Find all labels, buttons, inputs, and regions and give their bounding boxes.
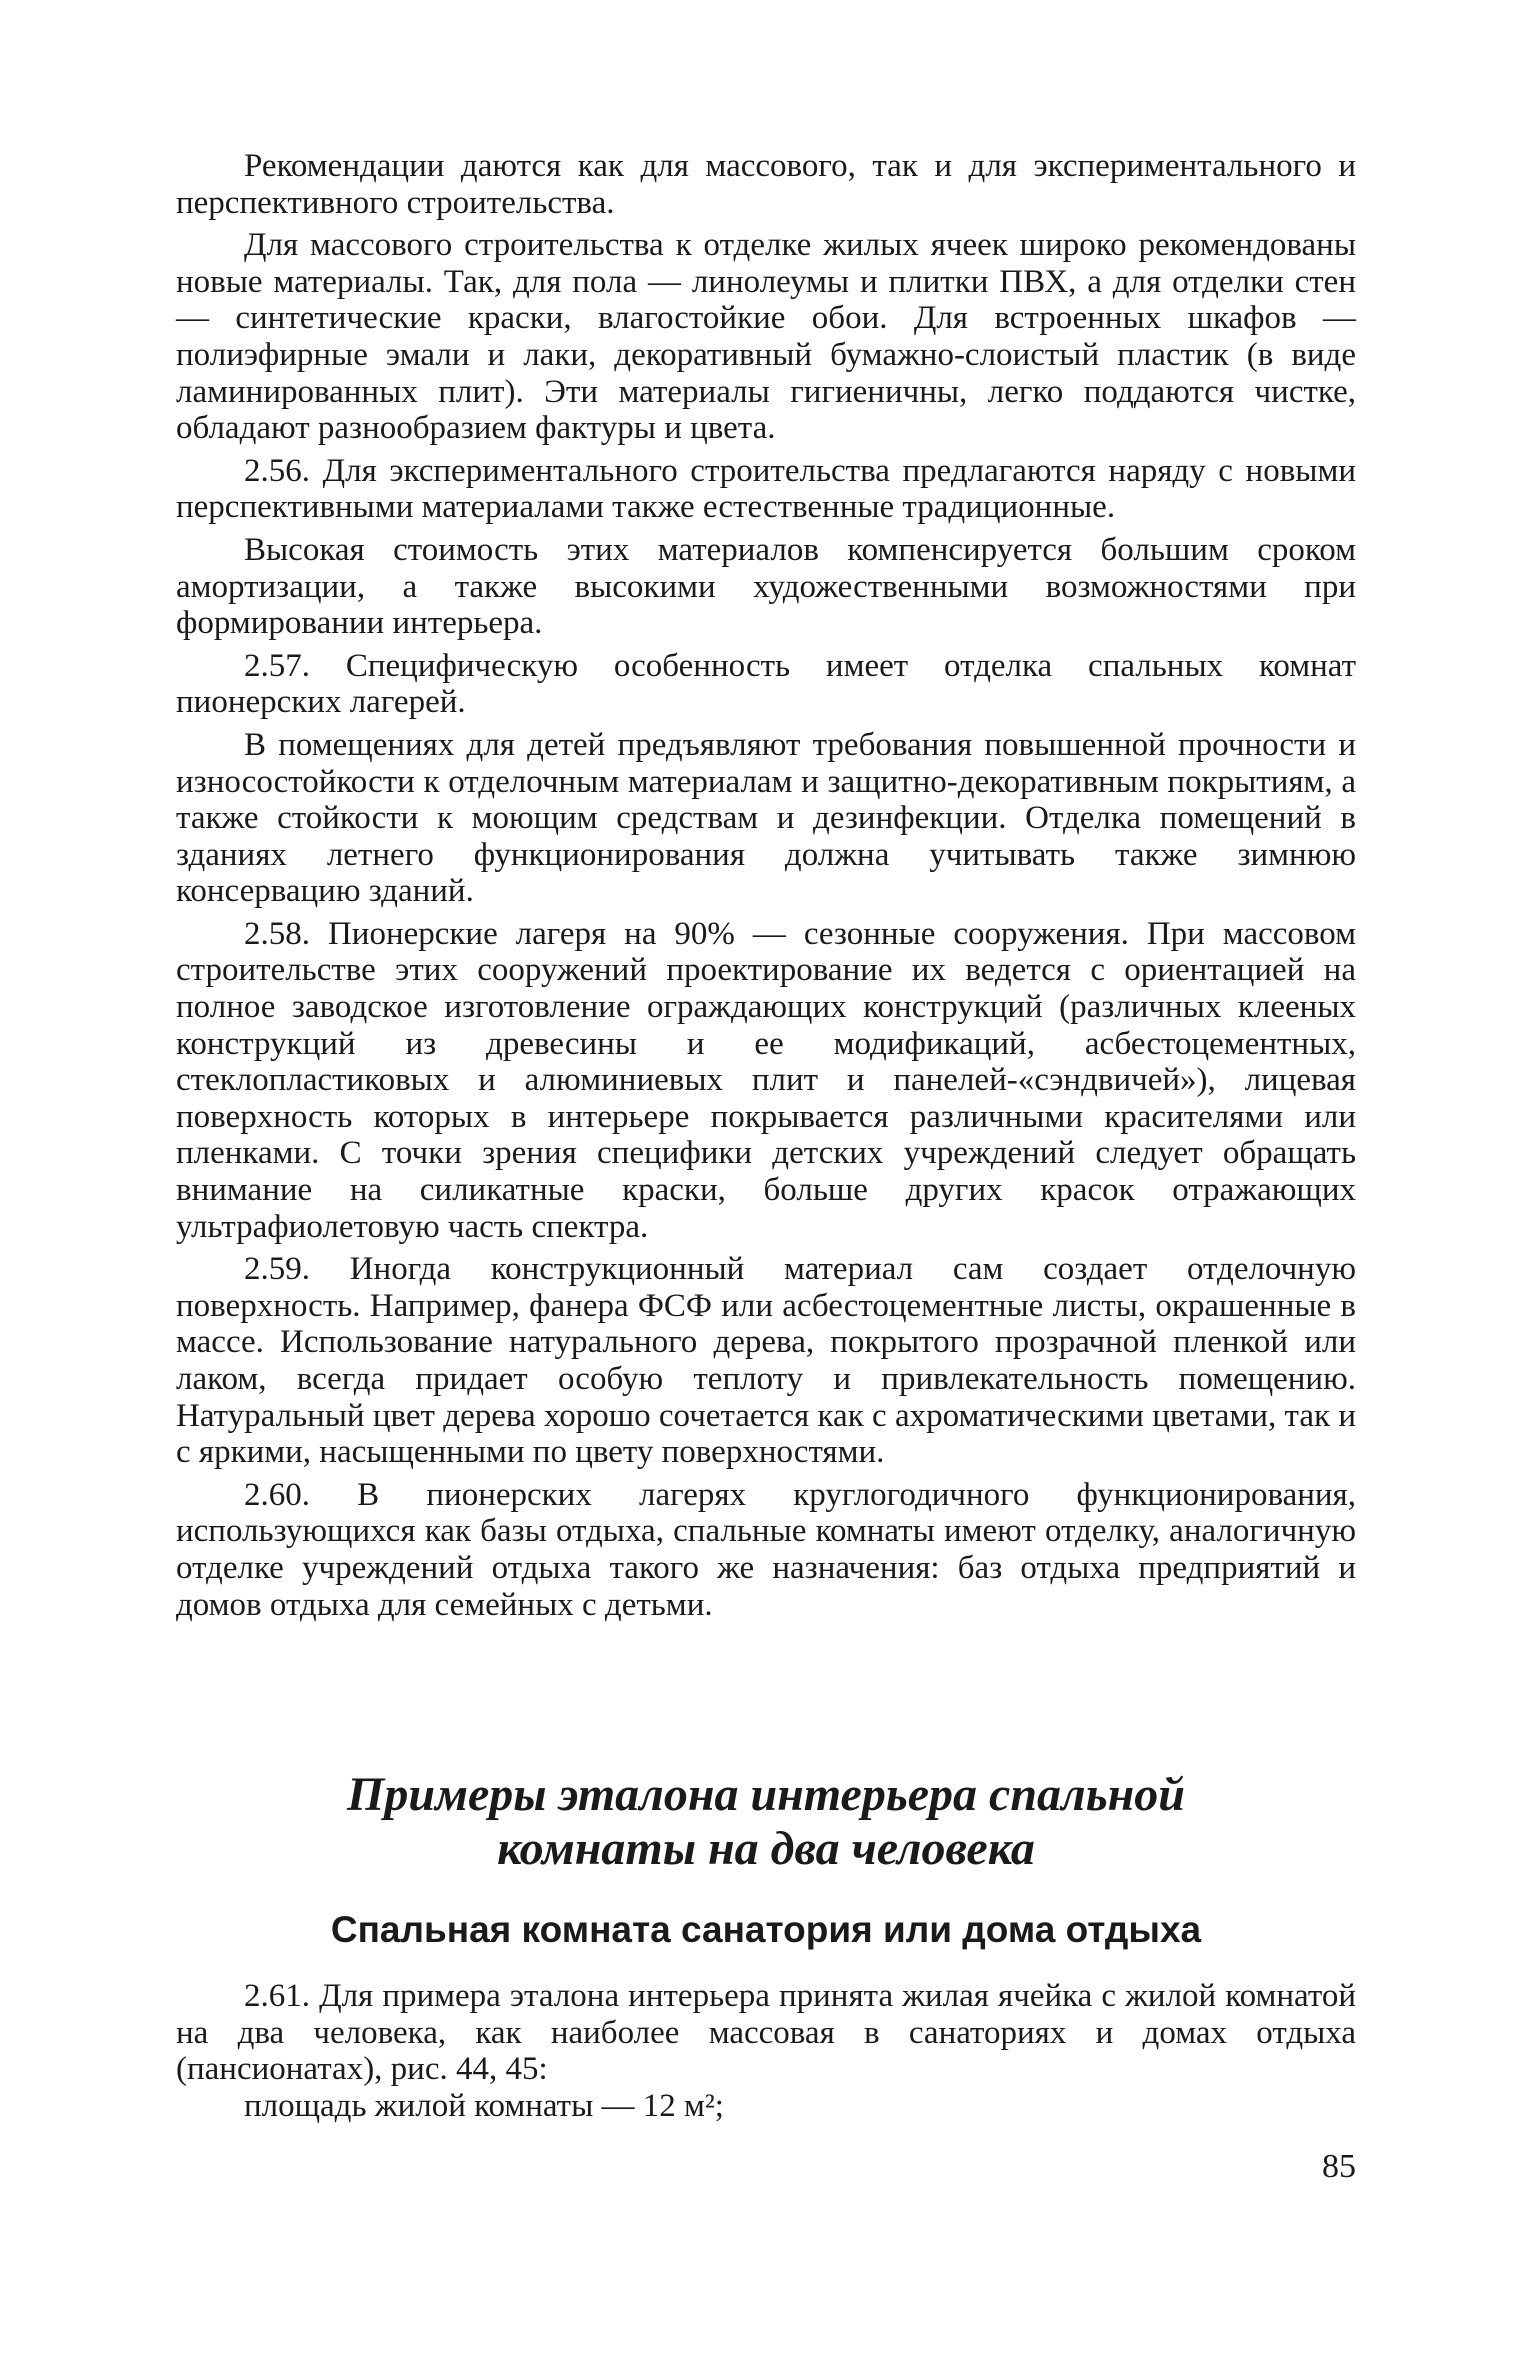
tail-text [176,1978,1356,2124]
paragraph-2-61: 2.61. Для примера эталона интерьера принята жилая ячейка с жилой комнатой на два человека, как наиболее массовая в санаториях и домах отдыха (пансионатах), рис. 44, 45: [176,1978,1356,2088]
paragraph-intro: Рекомендации даются как для массового, так и для экспериментального и перспективного строительства. [176,148,1356,221]
paragraph-2-57: 2.57. Специфическую особенность имеет отделка спальных комнат пионерских лагерей. [176,647,1356,721]
paragraph-2-60: 2.60. В пионерских лагерях круглогодичного функционирования, использующихся как базы отдыха, спальные комнаты имеют отделку, аналогичную отделке учреждений отдыха такого же назначения: баз отдыха предприятий и домов отдыха для семейных с детьми. [176,1476,1356,1623]
paragraph-2-56: 2.56. Для экспериментального строительства предлагаются наряду с новыми перспективными материалами также естественные традиционные. [176,452,1356,526]
section-heading-line-1: Примеры эталона интерьера спальной [347,1768,1185,1821]
section-heading-line-2: комнаты на два человека [497,1822,1035,1875]
subsection-heading: Спальная комната санатория или дома отдыха [330,1909,1202,1950]
paragraph-children-rooms: В помещениях для детей предъявляют требования повышенной прочности и износостойкости к отделочным материалам и защитно-декоративным покрытиям, а также стойкости к моющим средствам и дезинфекции. Отделка помещений в зданиях летнего функционирования должна учитывать также зимнюю консервацию зданий. [176,726,1356,910]
room-area-line: площадь жилой комнаты — 12 м²; [244,2087,724,2124]
page-number: 85 [1322,2148,1356,2185]
paragraph-mass-construction: Для массового строительства к отделке жилых ячеек широко рекомендованы новые материалы. Так, для пола — линолеумы и плитки ПВХ, а для отделки стен — синтетические краски, влагостойкие обои. Для встроенных шкафов — полиэфирные эмали и лаки, декоративный бумажно-слоистый пластик (в виде ламинированных плит). Эти материалы гигиеничны, легко поддаются чистке, обладают разнообразием фактуры и цвета. [176,227,1356,447]
paragraph-cost: Высокая стоимость этих материалов компенсируется большим сроком амортизации, а также высокими художественными возможностями при формировании интерьера. [176,531,1356,642]
paragraph-2-59: 2.59. Иногда конструкционный материал сам создает отделочную поверхность. Например, фанера ФСФ или асбестоцементные листы, окрашенные в массе. Использование натурального дерева, покрытого прозрачной пленкой или лаком, всегда придает особую теплоту и привлекательность помещению. Натуральный цвет дерева хорошо сочетается как с ахроматическими цветами, так и с яркими, насыщенными по цвету поверхностями. [176,1251,1356,1471]
body-text [176,148,1356,1623]
section-heading [176,1768,1356,1876]
paragraph-2-58: 2.58. Пионерские лагеря на 90% — сезонные сооружения. При массовом строительстве этих сооружений проектирование их ведется с ориентацией на полное заводское изготовление ограждающих конструкций (различных клееных конструкций из древесины и ее модификаций, асбестоцементных, стеклопластиковых и алюминиевых плит и панелей-«сэндвичей»), лицевая поверхность которых в интерьере покрывается различными красителями или пленками. С точки зрения специфики детских учреждений следует обращать внимание на силикатные краски, больше других красок отражающих ультрафиолетовую часть спектра. [176,915,1356,1245]
